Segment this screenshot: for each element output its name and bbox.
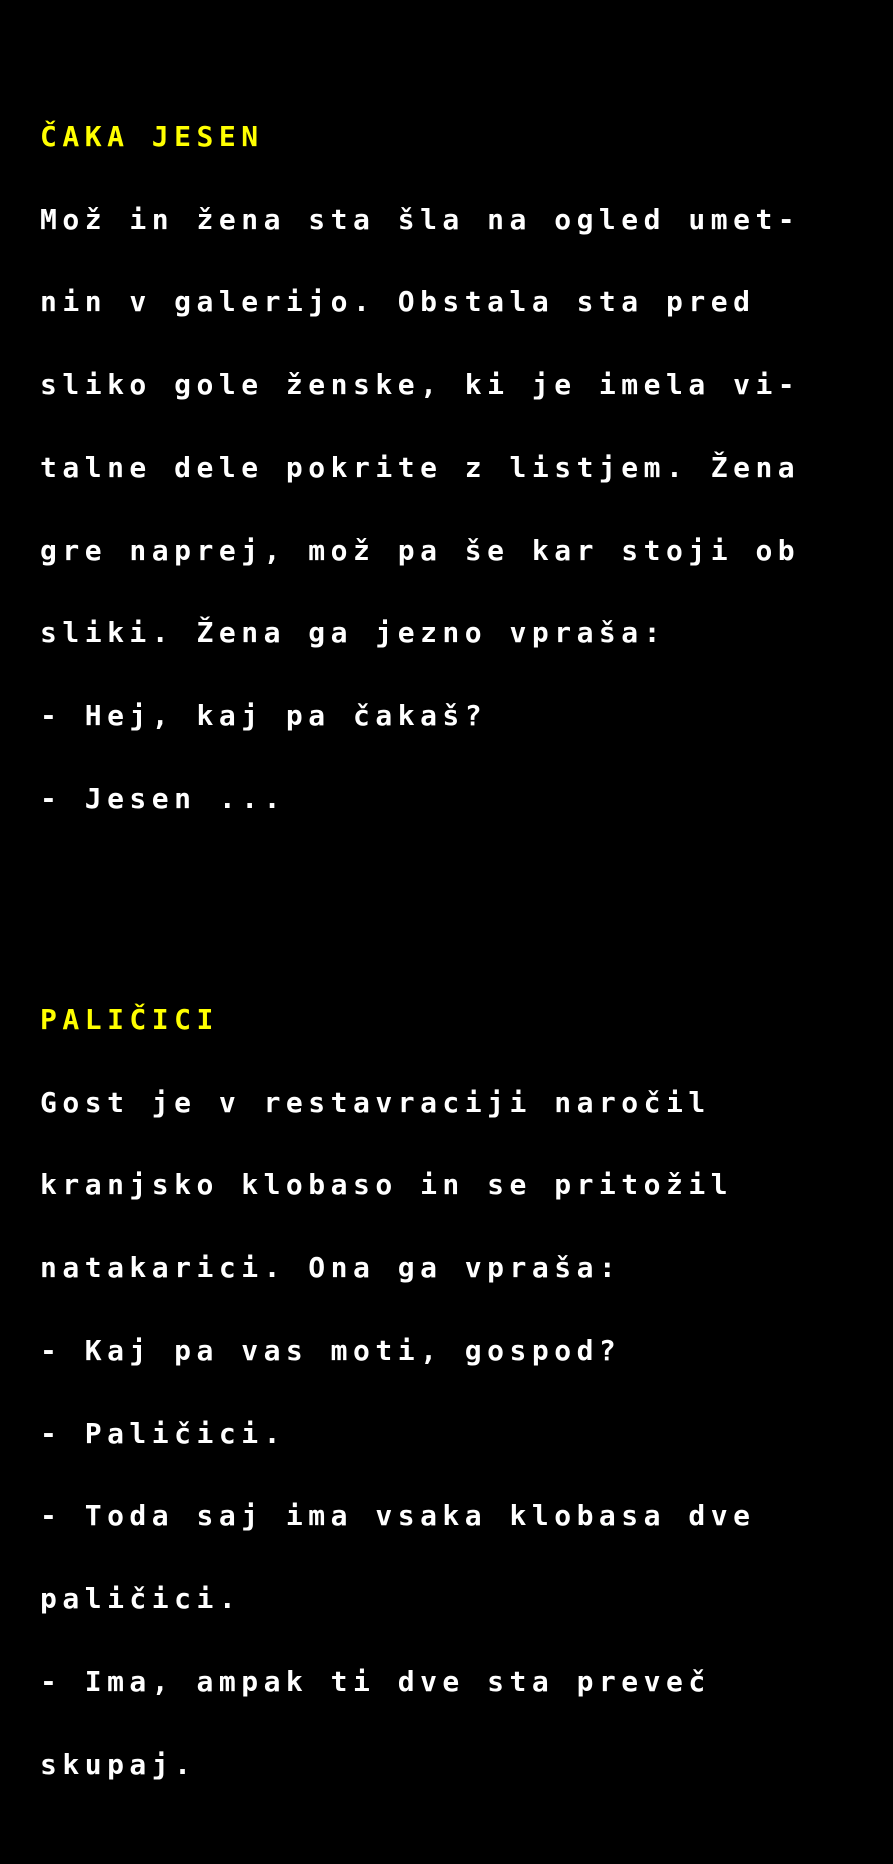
joke-line: - Hej, kaj pa čakaš?	[40, 699, 488, 733]
joke-line: sliko gole ženske, ki je imela vi-	[40, 368, 801, 402]
joke-line: - Kaj pa vas moti, gospod?	[40, 1333, 622, 1367]
joke-line: Mož in žena sta šla na ogled umet-	[40, 202, 801, 236]
joke-line: Gost je v restavraciji naročil	[40, 1085, 711, 1119]
text-block	[40, 40, 860, 1861]
joke-line: paličici.	[40, 1582, 242, 1616]
joke-line: sliki. Žena ga jezno vpraša:	[40, 616, 667, 650]
joke-title-caka-jesen: ČAKA JESEN	[40, 119, 264, 153]
joke-line: gre naprej, mož pa še kar stoji ob	[40, 533, 801, 567]
joke-line: - Toda saj ima vsaka klobasa dve	[40, 1499, 756, 1533]
joke-line: - Ima, ampak ti dve sta preveč	[40, 1665, 711, 1699]
joke-line: talne dele pokrite z listjem. Žena	[40, 450, 801, 484]
joke-line: - Jesen ...	[40, 782, 286, 816]
joke-line: nin v galerijo. Obstala sta pred	[40, 285, 756, 319]
joke-line: natakarici. Ona ga vpraša:	[40, 1251, 622, 1285]
spacer	[40, 895, 860, 923]
joke-line: kranjsko klobaso in se pritožil	[40, 1168, 734, 1202]
joke-line: - Paličici.	[40, 1416, 286, 1450]
joke-title-palicici: PALIČICI	[40, 1002, 219, 1036]
joke-line: skupaj.	[40, 1747, 197, 1781]
